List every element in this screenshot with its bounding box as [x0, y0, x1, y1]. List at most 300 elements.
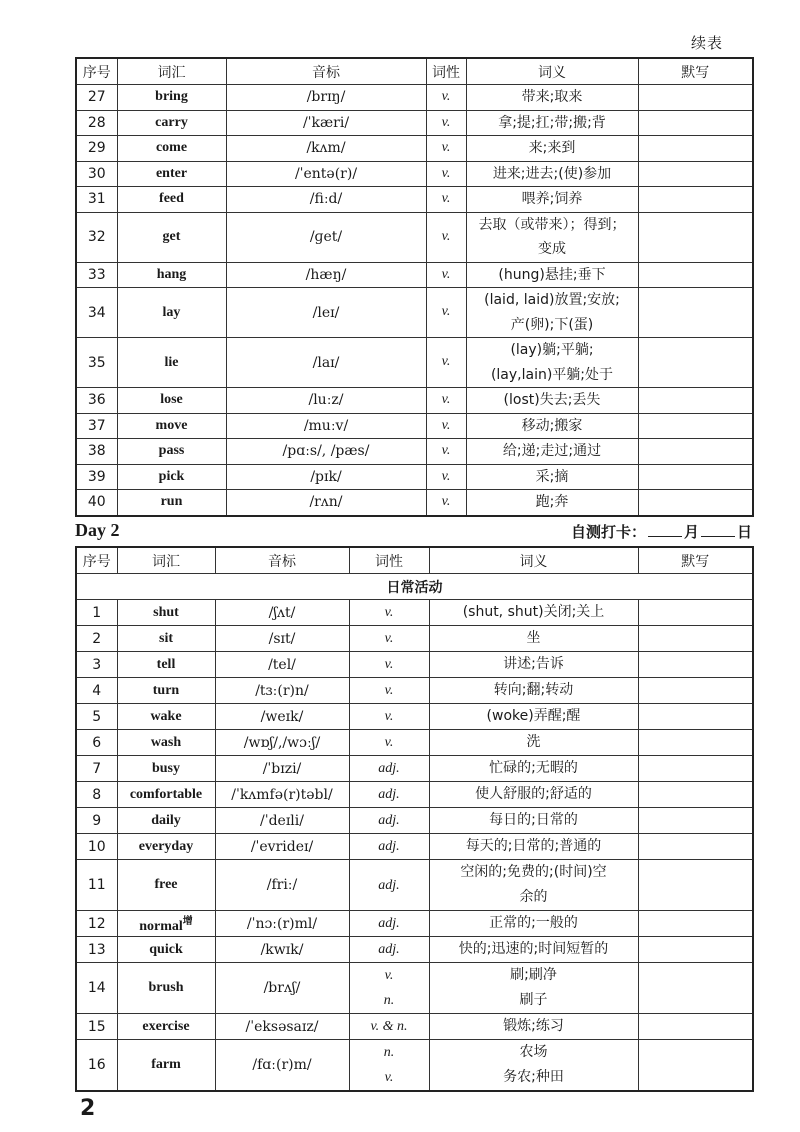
meaning-line: (lay,lain)平躺;处于 [490, 366, 614, 383]
word-text: pass [158, 443, 185, 459]
meaning-cell [466, 288, 638, 338]
dictation-cell [638, 85, 753, 111]
column-header: 音标 [215, 547, 349, 574]
vocab-row [76, 834, 753, 860]
phonetic-cell: /ˈentə(r)/ [226, 161, 426, 187]
word-cell [117, 161, 226, 187]
row-number-cell: 27 [76, 85, 117, 111]
vocab-row [76, 161, 753, 187]
word-text: get [162, 229, 181, 244]
column-header: 词性 [349, 547, 429, 574]
section-row [76, 574, 753, 600]
part-of-speech-line: v. [441, 304, 451, 320]
column-header: 词性 [426, 58, 466, 85]
column-header: 词汇 [117, 547, 215, 574]
meaning-cell [466, 338, 638, 388]
word-cell [117, 1040, 215, 1092]
column-header: 词汇 [117, 58, 226, 85]
phonetic-cell: /ˈevrideɪ/ [215, 834, 349, 860]
dictation-cell [638, 439, 753, 465]
phonetic-cell: /kwɪk/ [215, 937, 349, 963]
meaning-line: 使人舒服的;舒适的 [475, 786, 592, 802]
vocab-row [76, 678, 753, 704]
part-of-speech-cell [349, 678, 429, 704]
phonetic-cell: /ˈkʌmfə(r)təbl/ [215, 782, 349, 808]
part-of-speech-line: v. [441, 114, 451, 130]
dictation-cell [638, 626, 753, 652]
phonetic-cell: /ˈnɔː(r)ml/ [215, 911, 349, 937]
meaning-line: 喂养;饲养 [521, 191, 583, 207]
meaning-line: 务农;种田 [503, 1069, 564, 1085]
meaning-line: 忙碌的;无暇的 [489, 760, 578, 776]
dictation-cell [638, 388, 753, 414]
vocab-row [76, 288, 753, 338]
word-text: carry [155, 114, 188, 130]
part-of-speech-cell [349, 808, 429, 834]
meaning-line: 转向;翻;转动 [493, 682, 574, 698]
word-text: lay [162, 304, 181, 320]
part-of-speech-line: v. [441, 89, 451, 104]
meaning-line: 每日的;日常的 [489, 812, 578, 828]
part-of-speech-cell [349, 937, 429, 963]
meaning-cell [466, 212, 638, 262]
word-text: come [155, 140, 188, 156]
word-cell [117, 937, 215, 963]
word-text: wake [150, 708, 182, 724]
part-of-speech-line: v. [384, 683, 394, 698]
vocab-row [76, 911, 753, 937]
phonetic-cell: /luːz/ [226, 388, 426, 414]
row-number-cell: 6 [76, 730, 117, 756]
meaning-line: 产(卵);下(蛋) [510, 316, 594, 333]
phonetic-cell: /brʌʃ/ [215, 963, 349, 1014]
meaning-cell [466, 490, 638, 516]
day-label: 日 [736, 523, 752, 541]
meaning-cell [429, 678, 638, 704]
dictation-cell [638, 110, 753, 136]
phonetic-cell: /ˈkæri/ [226, 110, 426, 136]
row-number-cell: 12 [76, 911, 117, 937]
meaning-line: 讲述;告诉 [503, 656, 564, 672]
phonetic-cell: /fiːd/ [226, 187, 426, 213]
part-of-speech-line: v. [384, 709, 394, 724]
dictation-cell [638, 464, 753, 490]
vocab-row [76, 110, 753, 136]
phonetic-cell: /brɪŋ/ [226, 85, 426, 111]
row-number-cell: 33 [76, 262, 117, 288]
part-of-speech-line: v. [384, 631, 394, 646]
part-of-speech-cell [349, 860, 429, 911]
dictation-cell [638, 860, 753, 911]
vocab-row [76, 652, 753, 678]
meaning-line: 采;摘 [535, 468, 569, 485]
column-header: 词义 [466, 58, 638, 85]
column-header: 词义 [429, 547, 638, 574]
meaning-cell [429, 963, 638, 1014]
column-header: 默写 [638, 58, 753, 85]
vocab-row [76, 1040, 753, 1092]
word-cell [117, 963, 215, 1014]
meaning-line: 坐 [526, 630, 541, 646]
word-text: lose [160, 392, 183, 408]
word-cell [117, 212, 226, 262]
part-of-speech-line: n. [383, 993, 395, 1008]
part-of-speech-cell [349, 911, 429, 937]
dictation-cell [638, 1014, 753, 1040]
row-number-cell: 35 [76, 338, 117, 388]
meaning-line: 去取（或带来）；得到； [478, 216, 626, 233]
row-number-cell: 16 [76, 1040, 117, 1092]
part-of-speech-line: v. [441, 140, 451, 155]
vocab-row [76, 490, 753, 516]
part-of-speech-cell [426, 388, 466, 414]
dictation-cell [638, 136, 753, 162]
phonetic-cell: /tel/ [215, 652, 349, 678]
vocab-row [76, 388, 753, 414]
dictation-cell [638, 338, 753, 388]
word-cell [117, 678, 215, 704]
row-number-cell: 14 [76, 963, 117, 1014]
meaning-cell [429, 626, 638, 652]
dictation-cell [638, 288, 753, 338]
month-label: 月 [683, 523, 699, 541]
meaning-cell [429, 730, 638, 756]
word-text: shut [153, 604, 179, 620]
meaning-line: 变成 [538, 241, 566, 257]
check-in-label: 自测打卡： [570, 523, 646, 541]
meaning-line: (lost)失去;丢失 [503, 392, 601, 408]
word-text: bring [155, 89, 188, 105]
meaning-line: 带来;取来 [521, 89, 583, 105]
dictation-cell [638, 652, 753, 678]
word-cell [117, 388, 226, 414]
meaning-line: (laid, laid)放置;安放; [484, 292, 620, 308]
word-cell [117, 860, 215, 911]
word-text: turn [152, 682, 180, 698]
meaning-cell [466, 110, 638, 136]
word-text: quick [149, 941, 183, 957]
row-number-cell: 2 [76, 626, 117, 652]
column-header: 序号 [76, 58, 117, 85]
vocab-row [76, 464, 753, 490]
part-of-speech-line: v. [441, 191, 451, 206]
row-number-cell: 32 [76, 212, 117, 262]
dictation-cell [638, 834, 753, 860]
header-row [76, 58, 753, 85]
vocab-row [76, 937, 753, 963]
part-of-speech-cell [426, 85, 466, 111]
meaning-line: (hung)悬挂;垂下 [498, 266, 606, 283]
dictation-cell [638, 963, 753, 1014]
row-number-cell: 34 [76, 288, 117, 338]
part-of-speech-line: v. [441, 392, 451, 407]
part-of-speech-cell [426, 187, 466, 213]
word-cell [117, 413, 226, 439]
word-cell [117, 288, 226, 338]
part-of-speech-line: v. [441, 354, 451, 370]
dictation-cell [638, 808, 753, 834]
word-text: tell [156, 656, 176, 672]
vocab-row [76, 730, 753, 756]
dictation-cell [638, 413, 753, 439]
word-text: free [154, 877, 178, 892]
word-text: daily [151, 812, 181, 828]
meaning-cell [466, 85, 638, 111]
word-cell [117, 730, 215, 756]
phonetic-cell: /friː/ [215, 860, 349, 911]
vocabulary-table-continued [75, 57, 754, 517]
row-number-cell: 8 [76, 782, 117, 808]
meaning-line: 拿;提;扛;带;搬;背 [498, 114, 606, 131]
row-number-cell: 9 [76, 808, 117, 834]
part-of-speech-line: adj. [378, 877, 400, 893]
section-heading: 日常活动 [76, 574, 753, 600]
word-cell [117, 110, 226, 136]
meaning-cell [429, 808, 638, 834]
dictation-cell [638, 490, 753, 516]
dictation-cell [638, 161, 753, 187]
meaning-cell [466, 262, 638, 288]
word-text: pick [158, 468, 185, 484]
meaning-cell [466, 388, 638, 414]
word-cell [117, 464, 226, 490]
row-number-cell: 4 [76, 678, 117, 704]
part-of-speech-line: v. [384, 657, 394, 672]
row-number-cell: 40 [76, 490, 117, 516]
part-of-speech-cell [349, 963, 429, 1014]
phonetic-cell: /wɒʃ/,/wɔːʃ/ [215, 730, 349, 756]
row-number-cell: 39 [76, 464, 117, 490]
part-of-speech-line: v. [384, 1070, 394, 1085]
page-number: 2 [80, 1096, 96, 1121]
vocab-row [76, 136, 753, 162]
part-of-speech-line: adj. [378, 761, 400, 776]
word-text: normal [139, 919, 183, 934]
meaning-cell [429, 1014, 638, 1040]
part-of-speech-line: v. [441, 417, 451, 433]
word-text: lie [164, 354, 179, 370]
meaning-line: 移动;搬家 [521, 417, 583, 434]
word-text: enter [155, 165, 188, 181]
meaning-line: 刷;刷净 [510, 967, 557, 983]
dictation-cell [638, 187, 753, 213]
word-cell [117, 338, 226, 388]
part-of-speech-line: adj. [378, 813, 400, 828]
part-of-speech-line: v. [384, 968, 394, 983]
word-text: feed [159, 191, 184, 207]
meaning-cell [429, 834, 638, 860]
phonetic-cell: /pɪk/ [226, 464, 426, 490]
meaning-line: 锻炼;练习 [503, 1018, 564, 1034]
part-of-speech-line: v. [441, 165, 451, 181]
word-cell [117, 782, 215, 808]
word-text: everyday [138, 838, 194, 854]
column-header: 序号 [76, 547, 117, 574]
phonetic-cell: /ɡet/ [226, 212, 426, 262]
day-blank [701, 522, 735, 537]
meaning-cell [429, 782, 638, 808]
meaning-line: 来;来到 [528, 140, 576, 156]
meaning-line: (lay)躺;平躺; [510, 342, 594, 358]
phonetic-cell: /sɪt/ [215, 626, 349, 652]
vocab-row [76, 600, 753, 626]
row-number-cell: 30 [76, 161, 117, 187]
part-of-speech-cell [426, 439, 466, 465]
part-of-speech-line: v. [441, 228, 451, 244]
meaning-line: 正常的;一般的 [489, 915, 578, 931]
part-of-speech-cell [349, 652, 429, 678]
phonetic-cell: /leɪ/ [226, 288, 426, 338]
meaning-line: 给;递;走过;通过 [502, 443, 602, 459]
row-number-cell: 31 [76, 187, 117, 213]
row-number-cell: 3 [76, 652, 117, 678]
row-number-cell: 15 [76, 1014, 117, 1040]
day-title: Day 2 [75, 520, 120, 540]
phonetic-cell: /ˈdeɪli/ [215, 808, 349, 834]
phonetic-cell: /laɪ/ [226, 338, 426, 388]
phonetic-cell: /ʃʌt/ [215, 600, 349, 626]
meaning-line: (woke)弄醒;醒 [486, 708, 581, 724]
vocab-row [76, 413, 753, 439]
column-header: 默写 [638, 547, 753, 574]
word-text: move [155, 417, 188, 433]
dictation-cell [638, 937, 753, 963]
part-of-speech-cell [426, 161, 466, 187]
part-of-speech-line: v. [384, 605, 394, 620]
phonetic-cell: /rʌn/ [226, 490, 426, 516]
meaning-cell [466, 464, 638, 490]
vocab-row [76, 782, 753, 808]
part-of-speech-cell [349, 730, 429, 756]
vocab-row [76, 808, 753, 834]
part-of-speech-cell [426, 413, 466, 439]
word-text: sit [159, 630, 173, 646]
meaning-cell [466, 439, 638, 465]
word-cell [117, 136, 226, 162]
new-word-badge: 增 [182, 916, 193, 927]
vocabulary-table-day-2 [75, 546, 754, 1092]
part-of-speech-line: adj. [378, 942, 400, 957]
dictation-cell [638, 600, 753, 626]
word-cell [117, 626, 215, 652]
meaning-cell [429, 704, 638, 730]
part-of-speech-cell [426, 262, 466, 288]
word-cell [117, 1014, 215, 1040]
word-cell [117, 652, 215, 678]
phonetic-cell: /fɑː(r)m/ [215, 1040, 349, 1092]
word-text: wash [150, 734, 182, 750]
vocab-row [76, 626, 753, 652]
meaning-cell [429, 860, 638, 911]
word-text: brush [148, 980, 184, 995]
meaning-cell [466, 136, 638, 162]
header-row [76, 547, 753, 574]
row-number-cell: 5 [76, 704, 117, 730]
part-of-speech-cell [426, 464, 466, 490]
part-of-speech-cell [426, 212, 466, 262]
phonetic-cell: /hæŋ/ [226, 262, 426, 288]
row-number-cell: 29 [76, 136, 117, 162]
meaning-line: (shut, shut)关闭;关上 [462, 604, 605, 620]
part-of-speech-cell [349, 626, 429, 652]
part-of-speech-line: v. [441, 494, 451, 509]
vocab-row [76, 704, 753, 730]
part-of-speech-line: adj. [378, 916, 400, 931]
row-number-cell: 1 [76, 600, 117, 626]
vocab-row [76, 212, 753, 262]
word-cell [117, 490, 226, 516]
word-cell [117, 262, 226, 288]
dictation-cell [638, 678, 753, 704]
meaning-line: 每天的;日常的;普通的 [465, 838, 602, 854]
part-of-speech-line: v. [441, 266, 451, 282]
phonetic-cell: /pɑːs/, /pæs/ [226, 439, 426, 465]
dictation-cell [638, 782, 753, 808]
row-number-cell: 37 [76, 413, 117, 439]
self-check-in [571, 521, 752, 542]
word-text: busy [151, 760, 181, 776]
meaning-line: 余的 [519, 889, 548, 905]
part-of-speech-cell [349, 834, 429, 860]
part-of-speech-line: adj. [378, 839, 400, 854]
part-of-speech-cell [426, 110, 466, 136]
phonetic-cell: /ˈeksəsaɪz/ [215, 1014, 349, 1040]
dictation-cell [638, 704, 753, 730]
meaning-cell [466, 161, 638, 187]
meaning-line: 空闲的;免费的;(时间)空 [460, 864, 607, 880]
row-number-cell: 10 [76, 834, 117, 860]
word-cell [117, 439, 226, 465]
word-text: comfortable [129, 786, 203, 802]
vocab-row [76, 262, 753, 288]
part-of-speech-cell [426, 338, 466, 388]
meaning-line: 洗 [526, 734, 541, 750]
part-of-speech-cell [349, 756, 429, 782]
vocab-row [76, 756, 753, 782]
vocab-row [76, 187, 753, 213]
word-cell [117, 85, 226, 111]
row-number-cell: 38 [76, 439, 117, 465]
meaning-line: 农场 [519, 1044, 548, 1060]
row-number-cell: 28 [76, 110, 117, 136]
part-of-speech-cell [426, 288, 466, 338]
phonetic-cell: /muːv/ [226, 413, 426, 439]
part-of-speech-cell [349, 704, 429, 730]
meaning-cell [429, 937, 638, 963]
dictation-cell [638, 730, 753, 756]
part-of-speech-cell [349, 1014, 429, 1040]
meaning-line: 跑;奔 [535, 494, 569, 510]
column-header: 音标 [226, 58, 426, 85]
part-of-speech-line: n. [383, 1045, 395, 1060]
meaning-cell [466, 413, 638, 439]
row-number-cell: 13 [76, 937, 117, 963]
part-of-speech-line: adj. [378, 787, 400, 802]
meaning-cell [429, 600, 638, 626]
word-cell [117, 704, 215, 730]
word-text: hang [156, 266, 187, 282]
part-of-speech-cell [426, 136, 466, 162]
word-cell [117, 911, 215, 937]
part-of-speech-cell [349, 1040, 429, 1092]
dictation-cell [638, 911, 753, 937]
meaning-cell [429, 1040, 638, 1092]
word-text: exercise [142, 1018, 190, 1034]
phonetic-cell: /weɪk/ [215, 704, 349, 730]
word-cell [117, 834, 215, 860]
phonetic-cell: /ˈbɪzi/ [215, 756, 349, 782]
dictation-cell [638, 756, 753, 782]
